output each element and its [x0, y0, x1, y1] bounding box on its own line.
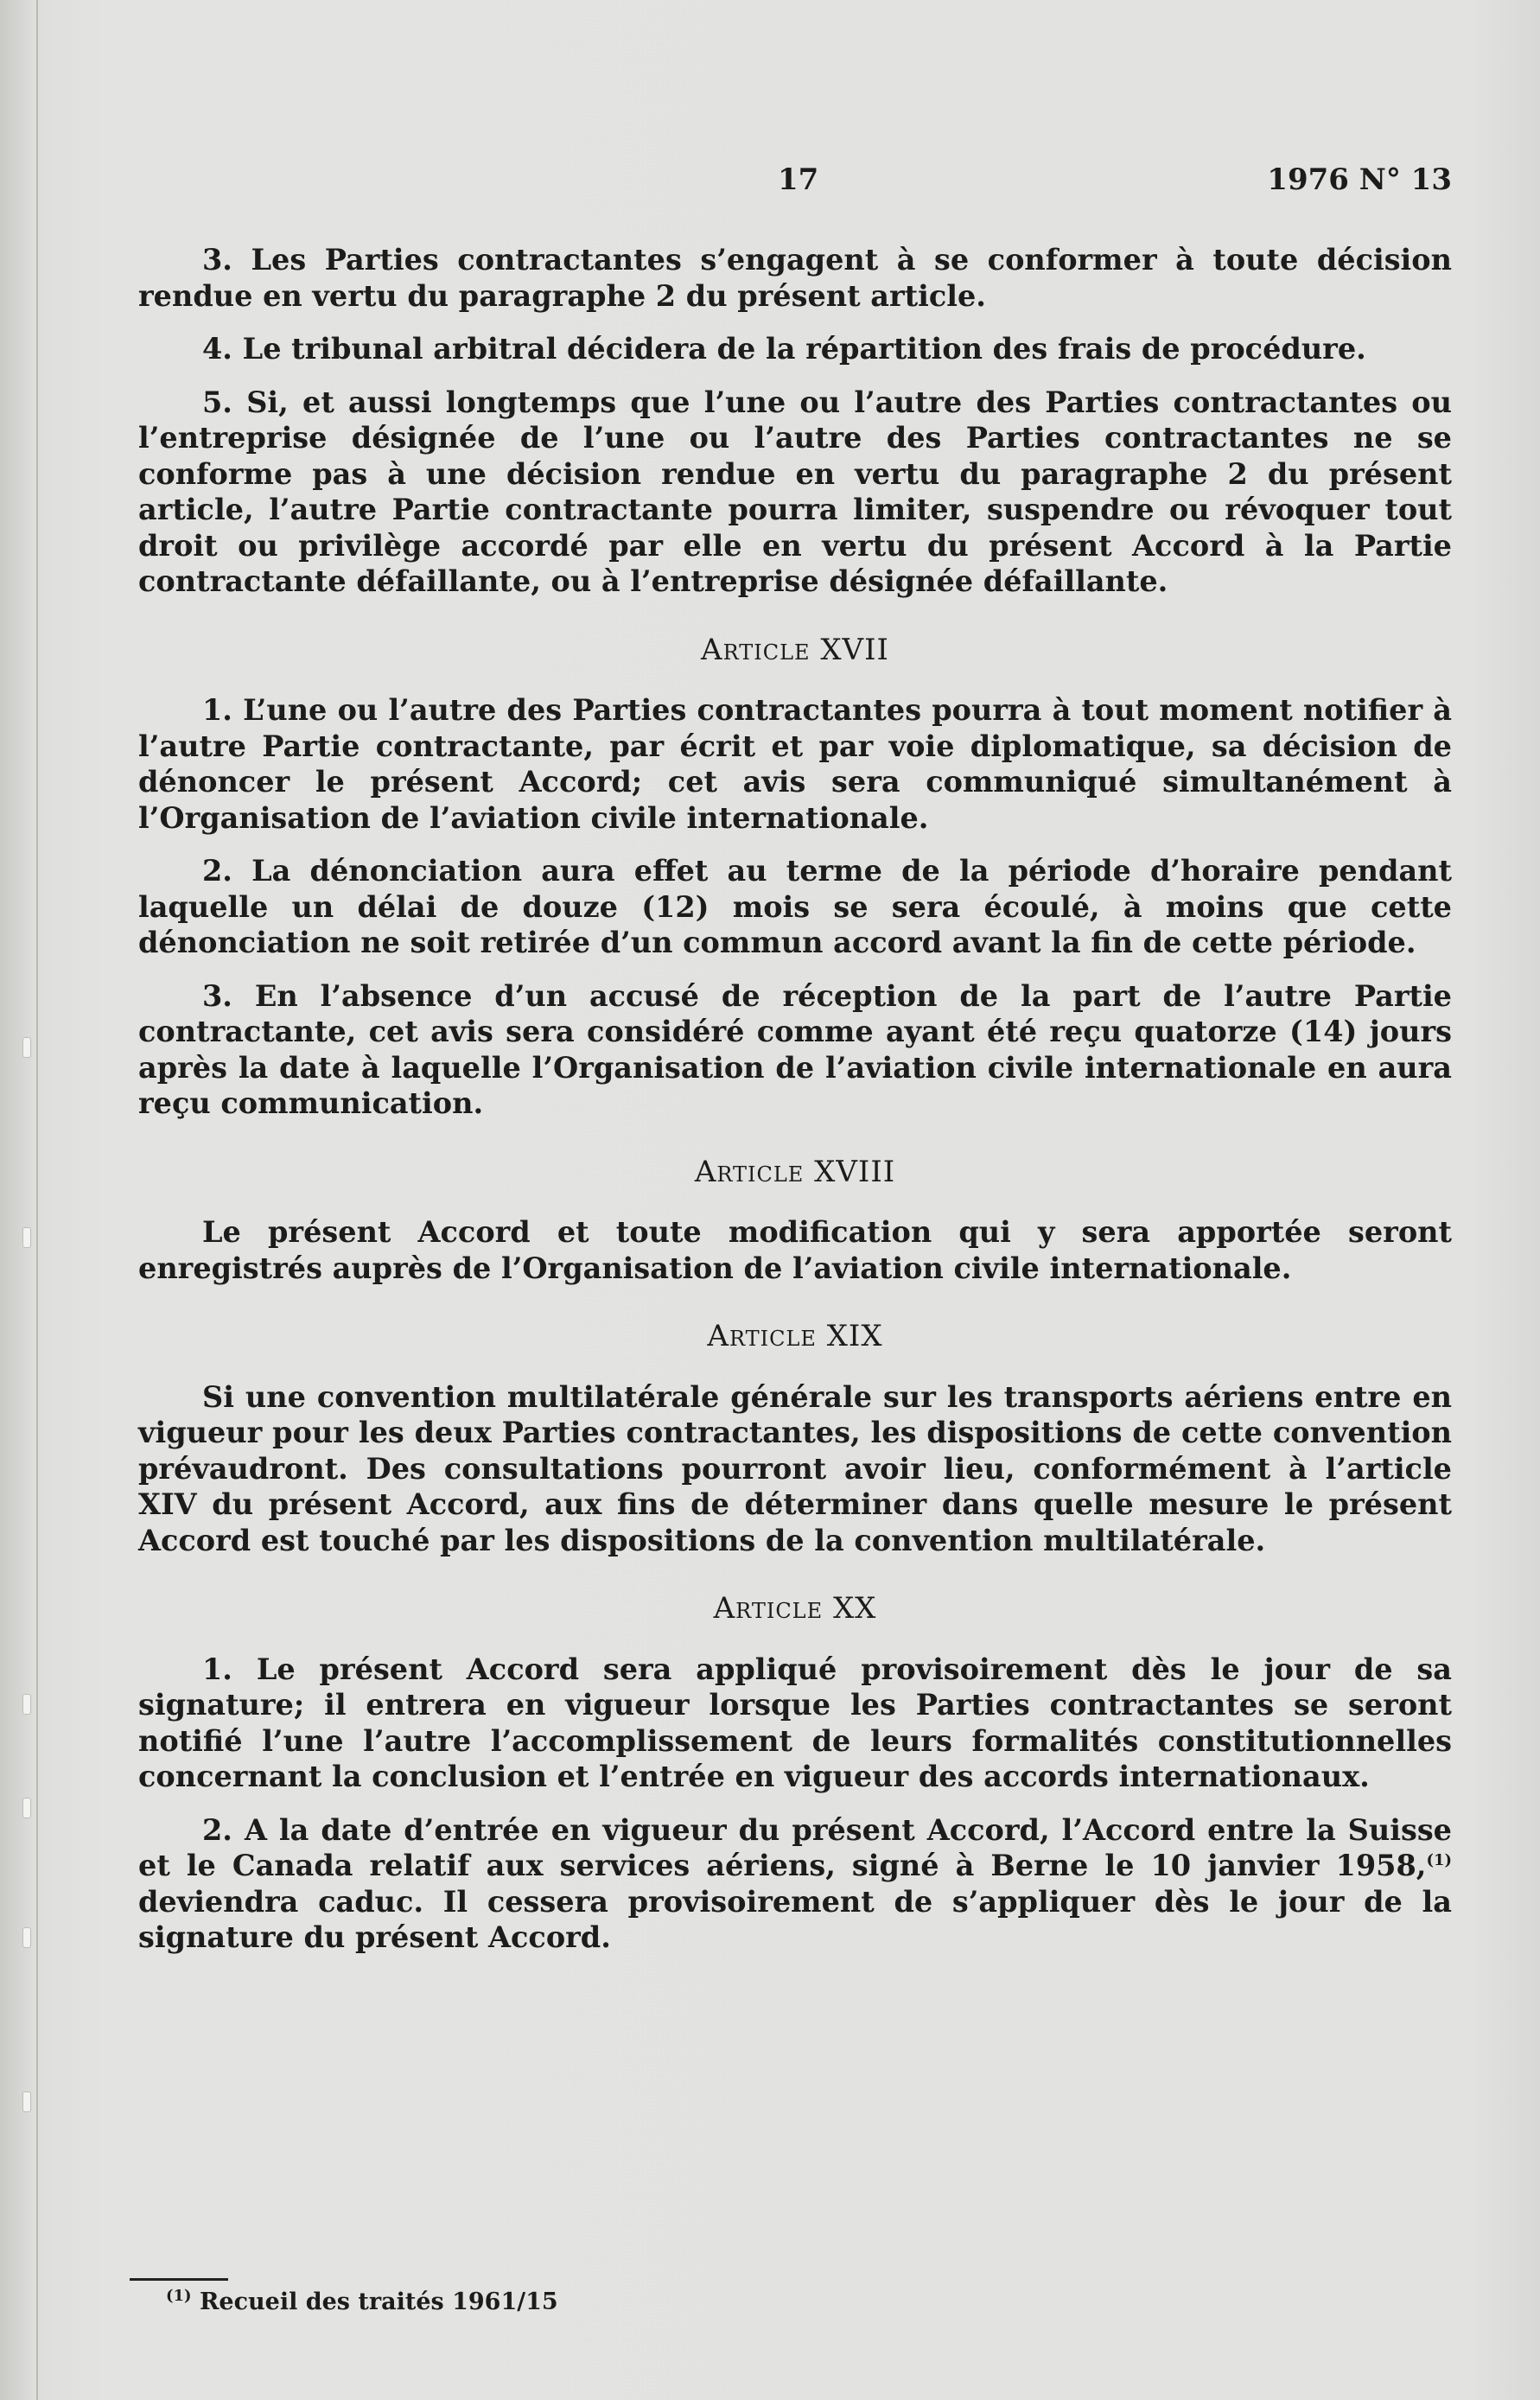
article-heading: Article XIX	[707, 1319, 883, 1353]
paragraph: 5. Si, et aussi longtemps que l’une ou l’autre des Parties contractantes ou l’entreprise désignée de l’une ou l’autre des Parties contractantes ne se conforme pas à une décision rendue en vertu du paragraphe 2 du présent article, l’autre Partie contractante pourra limiter, suspendre ou révoquer tout droit ou privilège accordé par elle en vertu du présent Accord à la Partie contractante défaillante, ou à l’entreprise désignée défaillante.	[138, 385, 1452, 598]
paragraph	[138, 1812, 1452, 1956]
article-heading: Article XVII	[701, 632, 889, 667]
paragraph: 1. L’une ou l’autre des Parties contractantes pourra à tout moment notifier à l’autre Partie contractante, par écrit et par voie diplomatique, sa décision de dénoncer le présent Accord; cet avis sera communiqué simultanément à l’Organisation de l’aviation civile internationale.	[138, 693, 1452, 835]
paragraph: Si une convention multilatérale générale sur les transports aériens entre en vigueur pour les deux Parties contractantes, les dispositions de cette convention prévaudront. Des consultations pourront avoir lieu, conformément à l’article XIV du présent Accord, aux fins de déterminer dans quelle mesure le présent Accord est touché par les dispositions de la convention multilatérale.	[138, 1379, 1452, 1557]
binding-edge	[17, 0, 38, 2400]
binding-stitch	[22, 1798, 31, 1818]
binding-stitch	[22, 1927, 31, 1948]
paragraph-text: 2. A la date d’entrée en vigueur du présent Accord, l’Accord entre la Suisse et le Canada relatif aux services aériens, signé à Berne le 10 janvier 1958,	[138, 1812, 1452, 1882]
page-number: 17	[778, 162, 819, 197]
footnote-text: Recueil des traités 1961/15	[199, 2289, 558, 2315]
article-heading: Article XX	[713, 1591, 877, 1626]
paragraph: 4. Le tribunal arbitral décidera de la répartition des frais de procédure.	[202, 332, 1366, 366]
paragraph: 3. En l’absence d’un accusé de réception de la part de l’autre Partie contractante, cet avis sera considéré comme ayant été reçu quatorze (14) jours après la date à laquelle l’Organisation de l’aviation civile internationale en aura reçu communication.	[138, 978, 1452, 1120]
document-body	[138, 242, 1452, 1973]
series-number: 1976 N° 13	[1267, 162, 1452, 197]
footnote-divider	[130, 2278, 228, 2281]
paragraph-text: deviendra caduc. Il cessera provisoirement de s’appliquer dès le jour de la signature du présent Accord.	[138, 1884, 1452, 1954]
page-header	[138, 162, 1452, 201]
footnote-reference: (1)	[1426, 1850, 1452, 1869]
binding-stitch	[22, 1037, 31, 1058]
footnote	[166, 2289, 558, 2315]
paragraph: Le présent Accord et toute modification qui y sera apportée seront enregistrés auprès de l’Organisation de l’aviation civile internationale.	[138, 1215, 1452, 1285]
paragraph: 3. Les Parties contractantes s’engagent à se conformer à toute décision rendue en vertu du paragraphe 2 du présent article.	[138, 243, 1452, 313]
binding-stitch	[22, 2091, 31, 2112]
binding-stitch	[22, 1694, 31, 1715]
article-heading: Article XVIII	[694, 1154, 896, 1189]
paragraph: 2. La dénonciation aura effet au terme de la période d’horaire pendant laquelle un délai de douze (12) mois se sera écoulé, à moins que cette dénonciation ne soit retirée d’un commun accord avant la fin de cette période.	[138, 854, 1452, 959]
paragraph: 1. Le présent Accord sera appliqué provisoirement dès le jour de sa signature; il entrera en vigueur lorsque les Parties contractantes se seront notifié l’une l’autre l’accomplissement de leurs formalités constitutionnelles concernant la conclusion et l’entrée en vigueur des accords internationaux.	[138, 1652, 1452, 1793]
binding-stitch	[22, 1227, 31, 1248]
footnote-marker: (1)	[166, 2287, 192, 2305]
